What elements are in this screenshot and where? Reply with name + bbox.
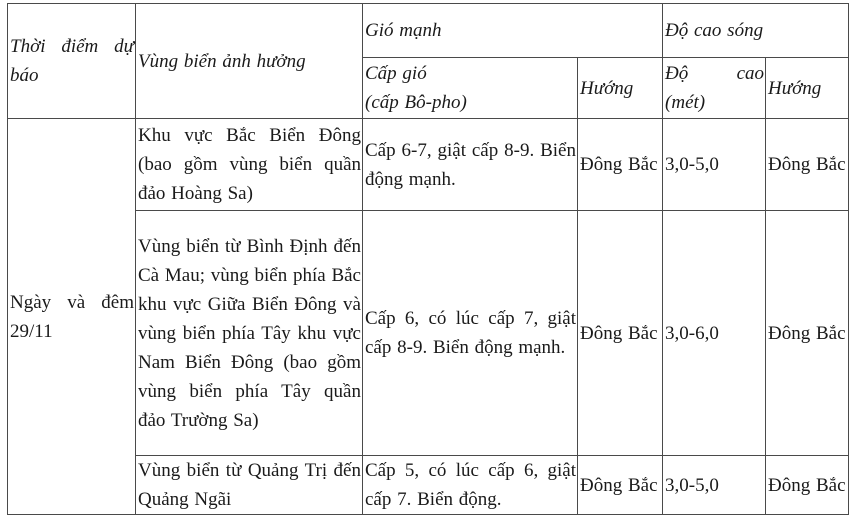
table-row (8, 119, 849, 211)
wind-level-label: Cấp gió (365, 63, 427, 84)
header-strong-wind: Gió mạnh (363, 4, 663, 58)
header-affected-area: Vùng biển ảnh hưởng (136, 4, 363, 119)
wind-level-cell: Cấp 6, có lúc cấp 7, giật cấp 8-9. Biển động mạnh. (363, 211, 578, 456)
wave-height-cell: 3,0-5,0 (663, 456, 766, 515)
header-height-m: Độ cao (mét) (663, 58, 766, 119)
header-wave-height: Độ cao sóng (663, 4, 849, 58)
header-forecast-time: Thời điểm dự báo (8, 4, 136, 119)
wave-height-cell: 3,0-5,0 (663, 119, 766, 211)
area-cell: Vùng biển từ Bình Định đến Cà Mau; vùng biển phía Bắc khu vực Giữa Biển Đông và vùng biển phía Tây khu vực Nam Biển Đông (bao gồm vùng biển phía Tây quần đảo Trường Sa) (136, 211, 363, 456)
area-cell: Khu vực Bắc Biển Đông (bao gồm vùng biển quần đảo Hoàng Sa) (136, 119, 363, 211)
wind-direction-cell: Đông Bắc (578, 456, 663, 515)
header-wind-level (363, 58, 578, 119)
wave-direction-cell: Đông Bắc (766, 456, 849, 515)
header-wind-direction: Hướng (578, 58, 663, 119)
forecast-time-cell: Ngày và đêm 29/11 (8, 119, 136, 515)
wave-height-cell: 3,0-6,0 (663, 211, 766, 456)
wind-direction-cell: Đông Bắc (578, 119, 663, 211)
wind-level-cell: Cấp 5, có lúc cấp 6, giật cấp 7. Biển động. (363, 456, 578, 515)
wind-level-cell: Cấp 6-7, giật cấp 8-9. Biển động mạnh. (363, 119, 578, 211)
wave-direction-cell: Đông Bắc (766, 119, 849, 211)
header-wave-direction: Hướng (766, 58, 849, 119)
wind-level-note: (cấp Bô-pho) (365, 92, 467, 113)
sea-forecast-table (7, 3, 849, 515)
area-cell: Vùng biển từ Quảng Trị đến Quảng Ngãi (136, 456, 363, 515)
wave-direction-cell: Đông Bắc (766, 211, 849, 456)
wind-direction-cell: Đông Bắc (578, 211, 663, 456)
